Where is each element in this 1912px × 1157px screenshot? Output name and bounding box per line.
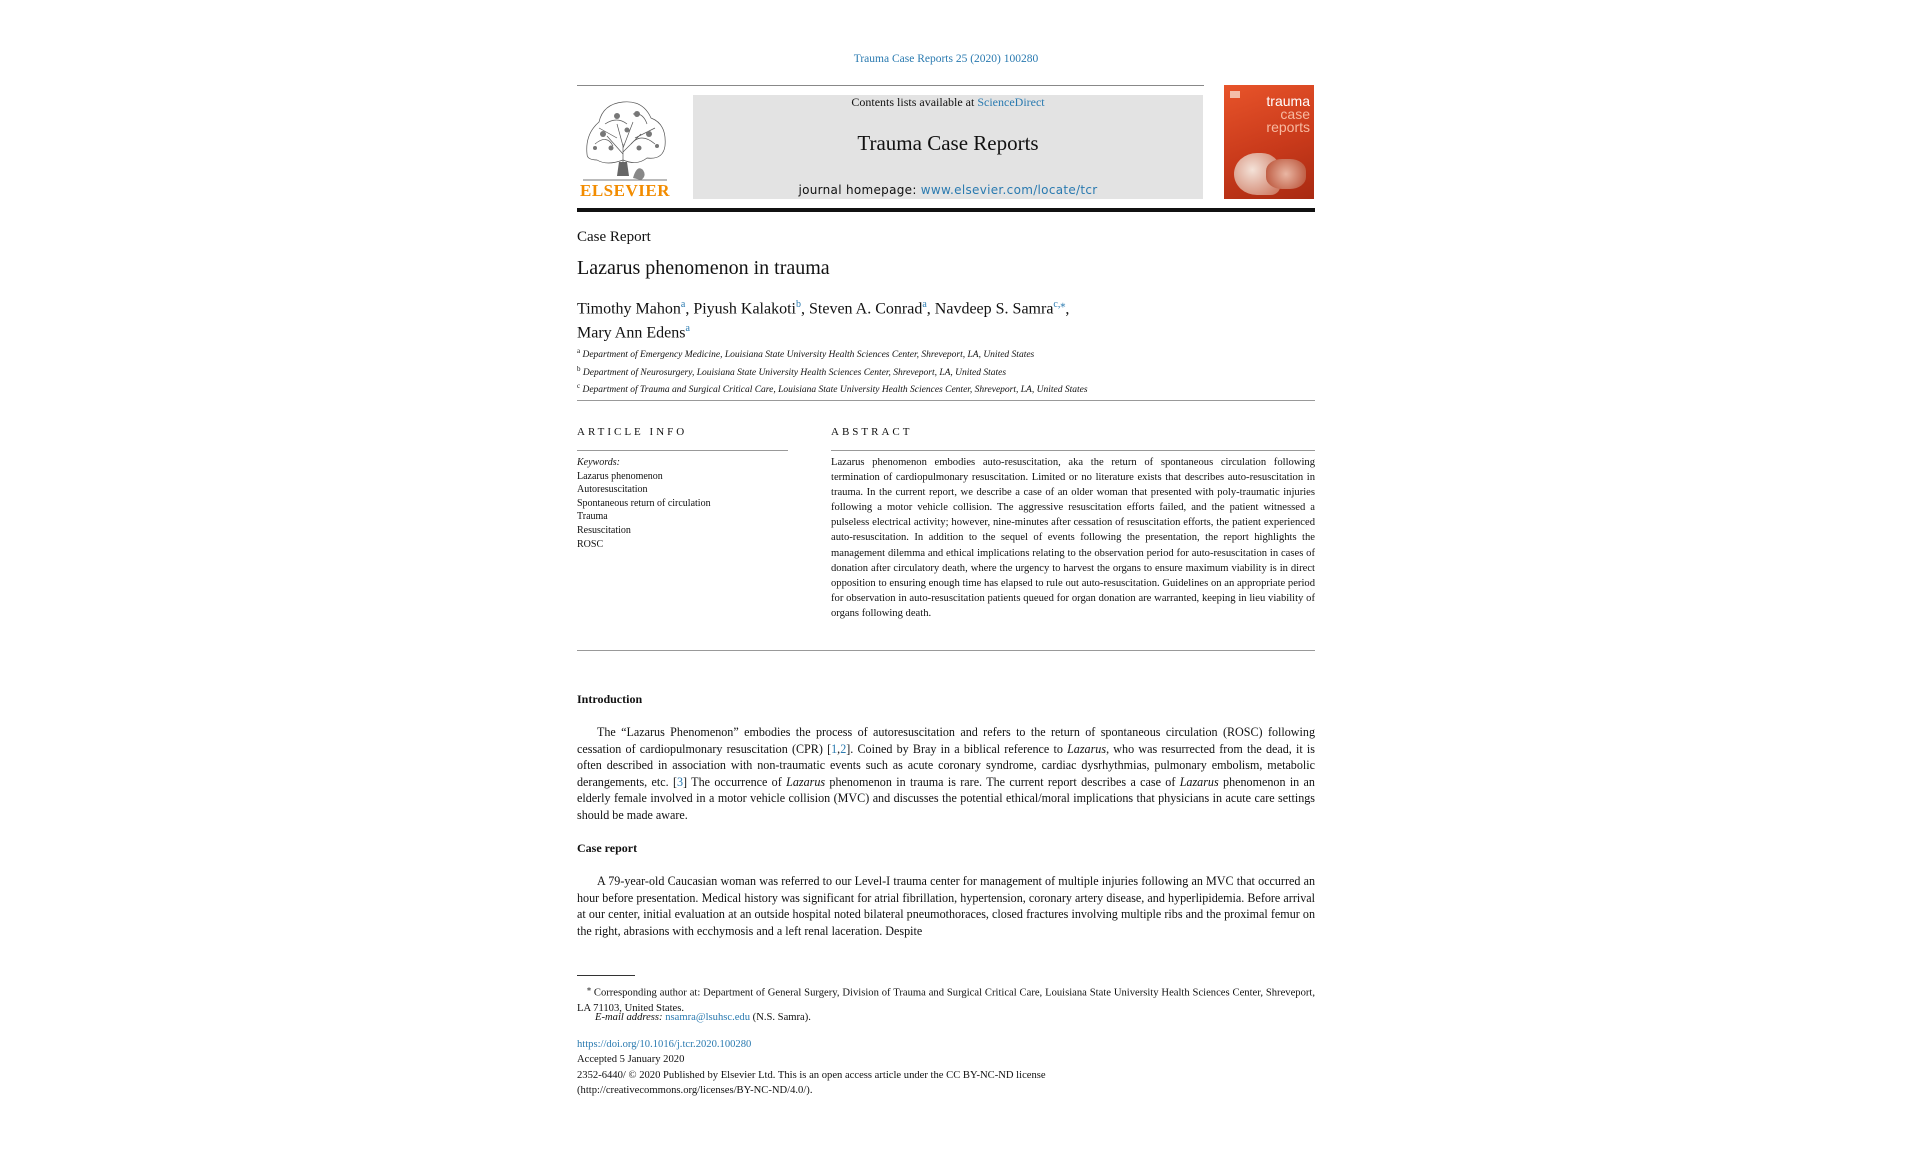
affiliation-item: $^a$ Department of Emergency Medicine, Louisiana State University Health Sciences Center, Shreveport, LA, United States — [577, 347, 1035, 361]
author-list: Timothy Mahon$^a$, Piyush Kalakoti$^b$, Steven A. Conrad$^a$, Navdeep S. Samra$^{c,⁎}$, Mary Ann Edens$^a$ — [577, 299, 1070, 342]
affiliations — [577, 345, 1088, 398]
author-email: E-mail address: nsamra@lsuhsc.edu (N.S. Samra). — [595, 1012, 811, 1023]
case-report-paragraph: A 79-year-old Caucasian woman was referred to our Level-I trauma center for management of multiple injuries following an MVC that occurred an hour before presentation. Medical history was significant for atrial fibrillation, hypertension, coronary artery disease, and hyperlipidemia. Before arrival at our center, initial evaluation at an outside hospital noted bilateral pneumothoraces, closed fractures involving multiple ribs and the proximal femur on the right, abrasions with ecchymosis and a left renal laceration. Despite — [577, 874, 1315, 938]
article-title: Lazarus phenomenon in trauma — [577, 257, 830, 279]
keyword-item: Lazarus phenomenon — [577, 470, 663, 482]
journal-masthead — [693, 95, 1203, 199]
journal-homepage-link[interactable]: www.elsevier.com/locate/tcr — [920, 183, 1098, 197]
keywords-label: Keywords: — [577, 457, 620, 468]
article-info-heading: ARTICLE INFO — [577, 426, 688, 438]
author-affil-link[interactable]: a — [922, 299, 927, 310]
contents-available: Contents lists available at ScienceDirect — [851, 95, 1045, 109]
keyword-item: Resuscitation — [577, 524, 631, 536]
article-type: Case Report — [577, 229, 651, 245]
author-name: Steven A. Conrad — [809, 300, 923, 318]
accepted-date: Accepted 5 January 2020 — [577, 1054, 685, 1066]
journal-cover-image — [1224, 85, 1314, 199]
keyword-item: Trauma — [577, 511, 608, 523]
journal-homepage: journal homepage: www.elsevier.com/locate/tcr — [798, 183, 1098, 197]
keywords-block — [577, 456, 711, 551]
article-metadata — [577, 1037, 1046, 1098]
introduction-paragraph: The “Lazarus Phenomenon” embodies the process of autoresuscitation and refers to the return of spontaneous circulation (ROSC) following cessation of cardiopulmonary resuscitation (CPR) [1,2]. Coined by Bray in a biblical reference to Lazarus, who was resurrected from the dead, it is often described in association with non-traumatic events such as acute coronary syndrome, cardiac dysrhythmias, pulmonary embolism, metabolic derangements, etc. [3] The occurrence of Lazarus phenomenon in trauma is rare. The current report describes a case of Lazarus phenomenon in an elderly female involved in a motor vehicle collision (MVC) and discusses the potential ethical/moral implications that physicians in acute care settings should be made aware. — [577, 725, 1316, 822]
affiliation-item: $^b$ Department of Neurosurgery, Louisiana State University Health Sciences Center, Shreveport, LA, United States — [577, 364, 1007, 378]
author-affil-link[interactable]: b — [796, 299, 801, 310]
sciencedirect-link[interactable]: ScienceDirect — [977, 95, 1045, 109]
keyword-item: Autoresuscitation — [577, 484, 648, 496]
author-name: Piyush Kalakoti — [693, 300, 796, 318]
cover-word-trauma: trauma — [1266, 93, 1310, 109]
corresponding-author-footnote: ⁎ Corresponding author at: Department of General Surgery, Division of Trauma and Surgical Critical Care, Louisiana State University Health Sciences Center, Shreveport, LA 71103, United States. — [577, 984, 1315, 1015]
author-name: Mary Ann Edens — [577, 324, 686, 342]
author-name: Navdeep S. Samra — [934, 300, 1054, 318]
affiliation-item: $^c$ Department of Trauma and Surgical Critical Care, Louisiana State University Health Sciences Center, Shreveport, LA, United States — [577, 382, 1088, 396]
cover-mini-logo — [1230, 91, 1240, 98]
abstract-heading: ABSTRACT — [831, 426, 913, 438]
email-link[interactable]: nsamra@lsuhsc.edu — [665, 1012, 751, 1023]
cover-word-case: case — [1280, 106, 1310, 122]
citation-link[interactable]: 3 — [677, 774, 684, 789]
cover-word-reports: reports — [1266, 119, 1310, 135]
section-rule-top — [577, 400, 1315, 401]
citation-link[interactable]: 1 — [831, 741, 838, 756]
keyword-item: ROSC — [577, 538, 604, 550]
cover-photo-shape-2 — [1266, 159, 1306, 189]
author-name: Timothy Mahon — [577, 300, 681, 318]
abstract-text: Lazarus phenomenon embodies auto-resuscitation, aka the return of spontaneous circulation following termination of cardiopulmonary resuscitation. Limited or no literature exists that describes auto-resuscitation in trauma. In the current report, we describe a case of an older woman that presented with poly-traumatic injuries following a motor vehicle collision. The aggressive resuscitation efforts failed, and the patient witnessed a pulseless electrical activity; however, nine-minutes after cessation of resuscitation efforts, the patient experienced auto-resuscitation. In addition to the sequel of events following the presentation, the report highlights the management dilemma and ethical implications relating to the observation period for auto-resuscitation in cases of donation after circulatory death, where the urgency to harvest the organs to ensure maximum viability is in direct opposition to ensuring enough time has elapsed to rule out auto-resuscitation. Guidelines on an appropriate period for observation in auto-resuscitation patients queued for organ donation are warranted, keeping in lieu viability of organs following death. — [831, 457, 1315, 619]
journal-title: Trauma Case Reports — [857, 131, 1039, 155]
footnote-rule — [577, 975, 635, 976]
case-report-heading: Case report — [577, 841, 638, 855]
introduction-heading: Introduction — [577, 692, 643, 706]
masthead-top-rule — [577, 85, 1204, 86]
citation-link[interactable]: 2 — [840, 741, 847, 756]
section-rule-bottom — [577, 650, 1315, 651]
doi-link[interactable]: https://doi.org/10.1016/j.tcr.2020.100280 — [577, 1039, 752, 1050]
author-affil-link[interactable]: a — [685, 323, 690, 335]
keyword-item: Spontaneous return of circulation — [577, 497, 711, 509]
article-info-rule — [577, 450, 788, 451]
elsevier-wordmark: ELSEVIER — [580, 181, 670, 200]
author-affil-link[interactable]: a — [680, 299, 686, 310]
license-line: 2352-6440/ © 2020 Published by Elsevier Ltd. This is an open access article under the CC BY-NC-ND license — [577, 1069, 1046, 1081]
article-page — [577, 0, 1315, 1157]
masthead-bottom-bar — [577, 208, 1315, 212]
author-affil-link[interactable]: c,⁎ — [1053, 299, 1066, 310]
abstract-rule — [831, 450, 1315, 451]
running-head[interactable]: Trauma Case Reports 25 (2020) 100280 — [853, 53, 1039, 65]
license-url: (http://creativecommons.org/licenses/BY-NC-ND/4.0/). — [577, 1084, 813, 1096]
